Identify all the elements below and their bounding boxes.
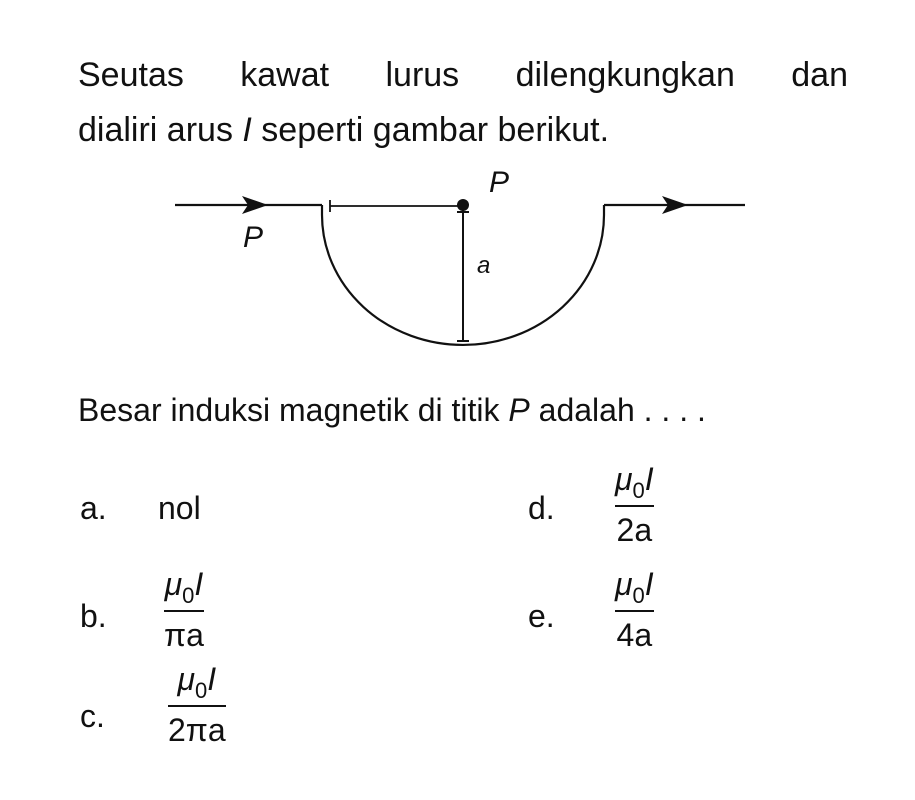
mu-symbol: μ <box>164 566 183 602</box>
option-d-fraction <box>615 460 654 549</box>
fraction-bar <box>168 705 226 707</box>
question-text <box>78 48 848 158</box>
option-a[interactable] <box>80 490 280 530</box>
option-e-numerator <box>615 565 654 607</box>
subscript-zero: 0 <box>195 678 208 703</box>
mu-symbol: μ <box>615 566 633 602</box>
prompt-text <box>78 388 706 432</box>
question-line-2-post: seperti gambar berikut. <box>251 111 610 149</box>
mu-symbol: μ <box>615 461 633 497</box>
subscript-zero: 0 <box>182 583 195 608</box>
question-line-2-pre: dialiri arus <box>78 111 243 149</box>
option-e[interactable] <box>528 565 728 675</box>
option-d[interactable] <box>528 460 728 570</box>
current-symbol: I <box>242 111 252 149</box>
point-p-marker <box>457 199 469 211</box>
option-b-fraction <box>164 565 204 654</box>
wire-diagram <box>0 160 915 360</box>
option-b-denominator: πa <box>164 617 204 653</box>
option-e-label: e. <box>528 598 555 634</box>
option-e-denominator: 4a <box>616 617 653 653</box>
current-symbol: I <box>194 566 204 602</box>
option-d-denominator: 2a <box>616 512 653 548</box>
option-d-numerator <box>615 460 654 502</box>
option-c-label: c. <box>80 698 105 734</box>
current-symbol: I <box>644 461 654 497</box>
option-b-numerator <box>165 565 204 607</box>
option-c-numerator <box>178 660 217 702</box>
prompt-post: adalah . . . . <box>529 392 706 428</box>
option-a-text: nol <box>158 490 201 526</box>
option-e-fraction <box>615 565 654 654</box>
option-c-denominator: 2πa <box>168 712 226 748</box>
current-symbol: I <box>207 661 217 697</box>
label-p-top: P <box>489 166 510 199</box>
mu-symbol: μ <box>177 661 196 697</box>
prompt-pre: Besar induksi magnetik di titik <box>78 392 509 428</box>
fraction-bar <box>164 610 204 612</box>
prompt-point: P <box>508 392 530 428</box>
current-symbol: I <box>644 566 654 602</box>
fraction-bar <box>615 610 654 612</box>
subscript-zero: 0 <box>632 583 645 608</box>
option-b-label: b. <box>80 598 107 634</box>
label-p-left: P <box>243 221 264 254</box>
option-c[interactable] <box>80 660 320 770</box>
option-a-label: a. <box>80 490 107 526</box>
question-line-1: Seutas kawat lurus dilengkungkan dan <box>78 56 848 94</box>
label-a: a <box>477 252 491 279</box>
option-c-fraction <box>168 660 226 749</box>
subscript-zero: 0 <box>632 478 645 503</box>
question-line-2 <box>78 103 848 158</box>
option-d-label: d. <box>528 490 555 526</box>
fraction-bar <box>615 505 654 507</box>
option-b[interactable] <box>80 565 280 675</box>
